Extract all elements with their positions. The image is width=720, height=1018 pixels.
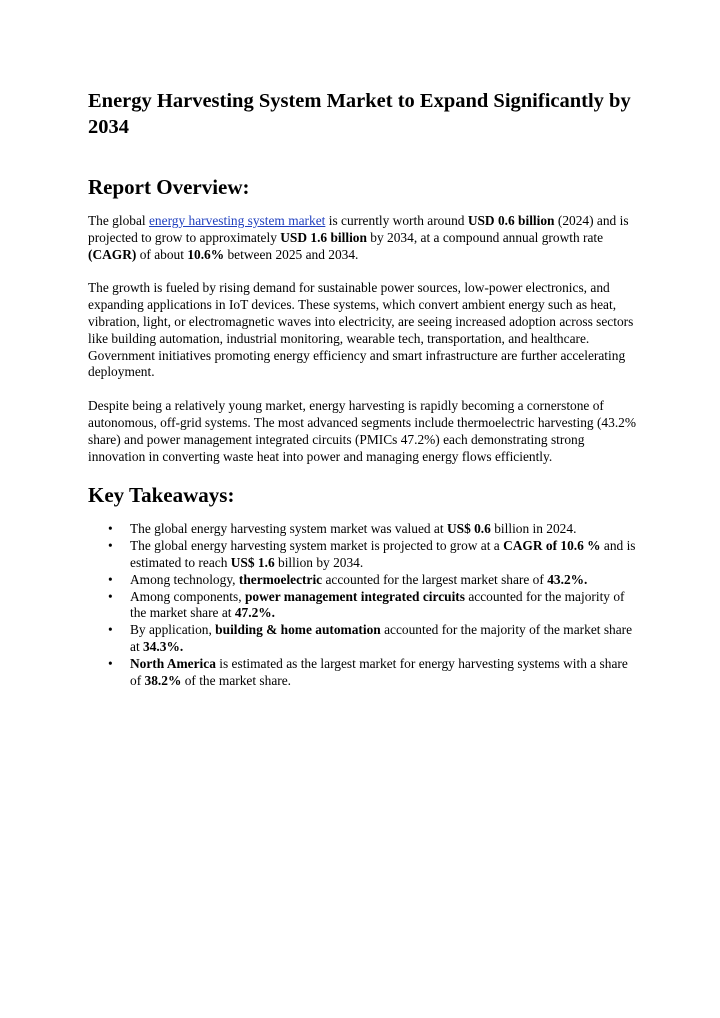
document-title: Energy Harvesting System Market to Expand Significantly by 2034 — [88, 90, 631, 138]
takeaways-list — [88, 521, 636, 689]
list-item: • Among technology, thermoelectric accounted for the largest market share of 43.2%. — [130, 572, 636, 589]
list-item: • Among components, power management integrated circuits accounted for the majority of the market share at 47.2%. — [130, 589, 636, 623]
overview-paragraph-2: The growth is fueled by rising demand for sustainable power sources, low-power electronics, and expanding applications in IoT devices. These systems, which convert ambient energy such as heat, vibration, light, or electromagnetic waves into electricity, are seeing increased adoption across sectors like building automation, industrial monitoring, wearable tech, transportation, and healthcare. Government initiatives promoting energy efficiency and smart infrastructure are further accelerating deployment. — [88, 280, 634, 380]
overview-paragraph-1: The global energy harvesting system market is currently worth around USD 0.6 billion (2024) and is projected to grow to approximately USD 1.6 billion by 2034, at a compound annual growth rate (CAGR) of about 10.6% between 2025 and 2034. — [88, 213, 629, 262]
report-overview-heading: Report Overview: — [88, 175, 250, 199]
overview-paragraph-3: Despite being a relatively young market, energy harvesting is rapidly becoming a cornerstone of autonomous, off-grid systems. The most advanced segments include thermoelectric harvesting (43.2% share) and power management integrated circuits (PMICs 47.2%) each demonstrating strong innovation in converting waste heat into power and managing energy flows efficiently. — [88, 398, 637, 464]
key-takeaways-heading: Key Takeaways: — [88, 483, 235, 508]
list-item: • The global energy harvesting system market is projected to grow at a CAGR of 10.6 % and is estimated to reach US$ 1.6 billion by 2034. — [130, 538, 636, 572]
list-item: • The global energy harvesting system market was valued at US$ 0.6 billion in 2024. — [130, 521, 636, 538]
list-item: • North America is estimated as the largest market for energy harvesting systems with a share of 38.2% of the market share. — [130, 656, 636, 690]
document-page — [88, 88, 636, 689]
list-item: • By application, building & home automation accounted for the majority of the market share at 34.3%. — [130, 622, 636, 656]
market-link[interactable]: energy harvesting system market — [148, 213, 326, 228]
